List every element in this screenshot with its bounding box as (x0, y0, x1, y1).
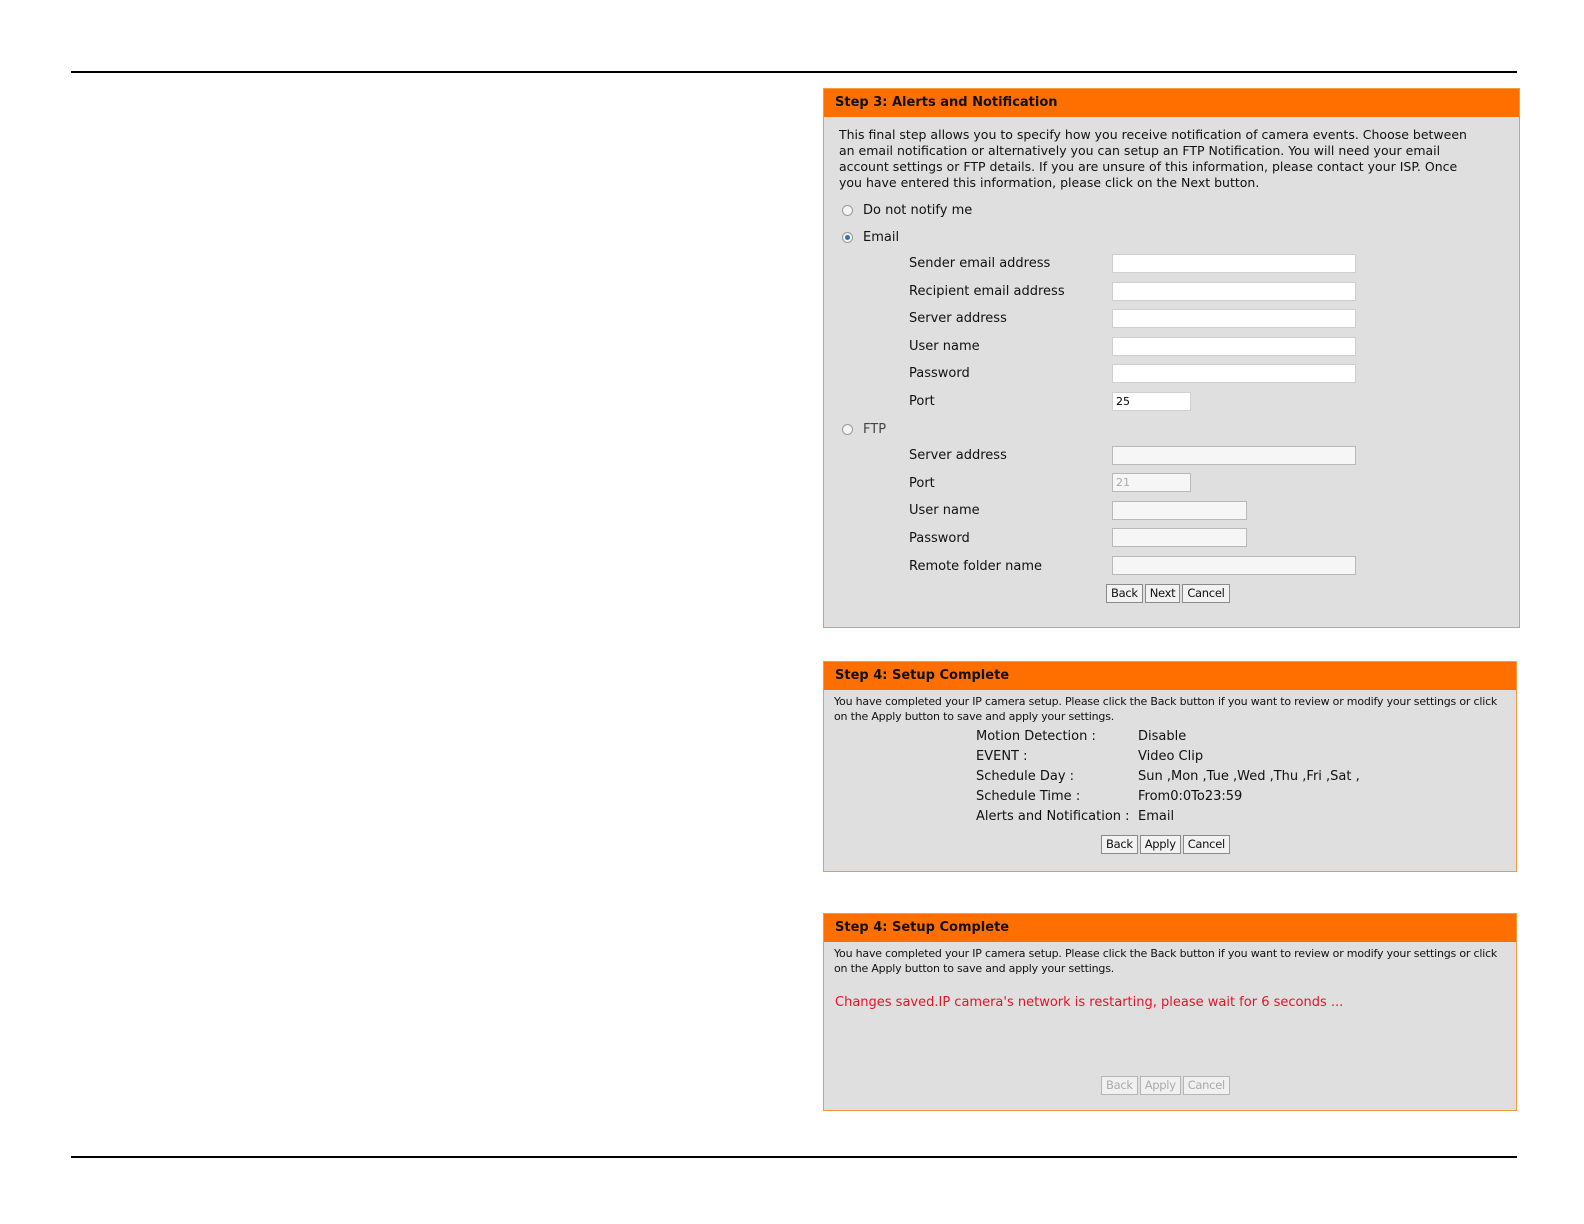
step3-header: Step 3: Alerts and Notification (824, 89, 1519, 117)
email-port-label: Port (909, 394, 935, 409)
radio-email[interactable] (842, 232, 853, 243)
summary-row (976, 787, 1360, 807)
ftp-server-field[interactable] (1112, 446, 1356, 465)
ftp-folder-label: Remote folder name (909, 559, 1043, 574)
email-password-field[interactable] (1112, 364, 1356, 383)
summary-key: Schedule Day : (976, 769, 1075, 784)
email-server-field[interactable] (1112, 309, 1356, 328)
summary-key: EVENT : (976, 749, 1028, 764)
ftp-password-field[interactable] (1112, 528, 1247, 547)
step3-panel (823, 88, 1520, 628)
cancel-button[interactable]: Cancel (1183, 835, 1230, 854)
email-username-field[interactable] (1112, 337, 1356, 356)
recipient-email-label: Recipient email address (909, 284, 1065, 299)
top-rule (71, 71, 1517, 73)
next-button[interactable]: Next (1145, 584, 1181, 603)
step3-button-row (1106, 584, 1230, 603)
step4-status-button-row (1101, 1076, 1230, 1095)
email-server-label: Server address (909, 311, 1007, 326)
back-button[interactable]: Back (1106, 584, 1143, 603)
ftp-folder-field[interactable] (1112, 556, 1356, 575)
step3-intro: This final step allows you to specify how you receive notification of camera events. Choose between an email notification or alternatively you can setup an FTP Notification. You will need your email account settings or FTP details. If you are unsure of this information, please contact your ISP. Once you have entered this information, please click on the Next button. (839, 127, 1467, 190)
step4-status-header: Step 4: Setup Complete (824, 914, 1516, 942)
summary-row (976, 807, 1360, 827)
radio-ftp[interactable] (842, 424, 853, 435)
label-do-not-notify: Do not notify me (863, 203, 973, 218)
summary-key: Schedule Time : (976, 789, 1081, 804)
summary-row (976, 767, 1360, 787)
ftp-port-field[interactable]: 21 (1112, 473, 1191, 492)
summary-value: Video Clip (1138, 749, 1204, 764)
bottom-rule (71, 1156, 1517, 1158)
step4-status-panel (823, 913, 1517, 1111)
label-email: Email (863, 230, 900, 245)
ftp-username-label: User name (909, 503, 980, 518)
summary-value: Sun ,Mon ,Tue ,Wed ,Thu ,Fri ,Sat , (1138, 769, 1360, 784)
email-username-label: User name (909, 339, 980, 354)
settings-summary (976, 727, 1360, 827)
step4-summary-intro: You have completed your IP camera setup. Please click the Back button if you want to review or modify your settings or click on the Apply button to save and apply your settings. (834, 695, 1498, 723)
summary-key: Alerts and Notification : (976, 809, 1130, 824)
step4-status-intro: You have completed your IP camera setup. Please click the Back button if you want to review or modify your settings or click on the Apply button to save and apply your settings. (834, 947, 1498, 975)
option-ftp[interactable] (842, 422, 886, 437)
step4-summary-button-row (1101, 835, 1230, 854)
back-button[interactable]: Back (1101, 1076, 1138, 1095)
summary-row (976, 727, 1360, 747)
option-email[interactable] (842, 230, 899, 245)
recipient-email-field[interactable] (1112, 282, 1356, 301)
ftp-username-field[interactable] (1112, 501, 1247, 520)
apply-button[interactable]: Apply (1140, 835, 1181, 854)
cancel-button[interactable]: Cancel (1183, 1076, 1230, 1095)
summary-value: Disable (1138, 729, 1187, 744)
label-ftp: FTP (863, 422, 887, 437)
step4-summary-header: Step 4: Setup Complete (824, 662, 1516, 690)
email-port-field[interactable]: 25 (1112, 392, 1191, 411)
apply-button[interactable]: Apply (1140, 1076, 1181, 1095)
step4-summary-panel (823, 661, 1517, 872)
ftp-server-label: Server address (909, 448, 1007, 463)
summary-value: Email (1138, 809, 1175, 824)
cancel-button[interactable]: Cancel (1182, 584, 1229, 603)
sender-email-label: Sender email address (909, 256, 1051, 271)
email-password-label: Password (909, 366, 970, 381)
back-button[interactable]: Back (1101, 835, 1138, 854)
summary-row (976, 747, 1360, 767)
summary-key: Motion Detection : (976, 729, 1096, 744)
restart-status-message: Changes saved.IP camera's network is restarting, please wait for 6 seconds ... (835, 995, 1344, 1010)
sender-email-field[interactable] (1112, 254, 1356, 273)
ftp-port-label: Port (909, 476, 935, 491)
ftp-password-label: Password (909, 531, 970, 546)
summary-value: From0:0To23:59 (1138, 789, 1243, 804)
radio-do-not-notify[interactable] (842, 205, 853, 216)
option-do-not-notify[interactable] (842, 203, 972, 218)
